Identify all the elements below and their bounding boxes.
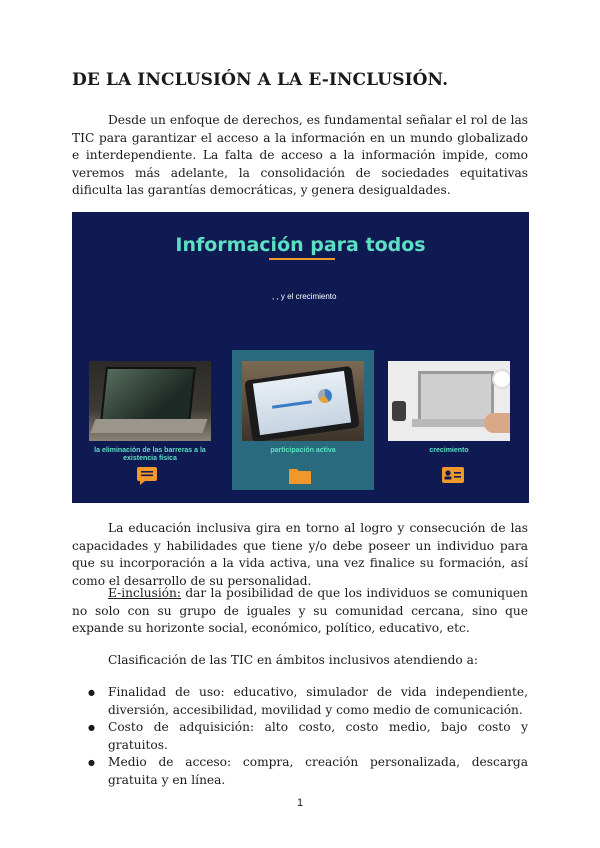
card-caption-2: participación activa xyxy=(270,447,336,454)
folder-icon xyxy=(288,466,312,485)
message-icon xyxy=(136,466,158,486)
slide-image xyxy=(72,212,529,503)
slide-subtitle: , , y el crecimiento xyxy=(272,292,337,301)
slide-title: Información para todos xyxy=(175,234,426,256)
intro-paragraph: Desde un enfoque de derechos, es fundamental señalar el rol de las TIC para garantizar el acceso a la información en un mundo globalizado e interdependiente. La falta de acceso a la información impide, como veremos más adelante, la consolidación de sociedades equitativas dificulta las garantías democráticas, y genera desigualdades. xyxy=(72,113,528,197)
desk-photo xyxy=(388,361,510,441)
page-title: DE LA INCLUSIÓN A LA E-INCLUSIÓN. xyxy=(72,70,449,90)
classification-list xyxy=(108,684,528,789)
list-item: ● Finalidad de uso: educativo, simulador de vida independiente, diversión, accesibilidad, movilidad y como medio de comunicación. xyxy=(108,684,528,719)
classification-intro: Clasificación de las TIC en ámbitos inclusivos atendiendo a: xyxy=(108,653,478,667)
list-item: ● Medio de acceso: compra, creación personalizada, descarga gratuita y en línea. xyxy=(108,754,528,789)
page-number: 1 xyxy=(296,797,304,809)
e-inclusion-paragraph xyxy=(72,585,528,638)
tablet-photo xyxy=(242,361,364,441)
inclusive-education-paragraph: La educación inclusiva gira en torno al logro y consecución de las capacidades y habilidades que tiene y/o debe poseer un individuo para que su incorporación a la vida activa, una vez finalice su formación, así como el desarrollo de su personalidad. xyxy=(72,521,528,588)
card-caption-3: crecimiento xyxy=(429,447,469,454)
title-underline xyxy=(269,258,335,260)
id-card-icon xyxy=(441,466,465,484)
card-caption-1: la eliminación de las barreras a la existencia física xyxy=(94,447,206,462)
laptop-photo xyxy=(89,361,211,441)
list-item: ● Costo de adquisición: alto costo, costo medio, bajo costo y gratuitos. xyxy=(108,719,528,754)
e-inclusion-term: E-inclusión: xyxy=(108,586,182,600)
e-inclusion-definition: dar la posibilidad de que los individuos se comuniquen no solo con su grupo de iguales y su comunidad cercana, sino que expande su horizonte social, económico, político, educativo, etc. xyxy=(72,586,528,635)
